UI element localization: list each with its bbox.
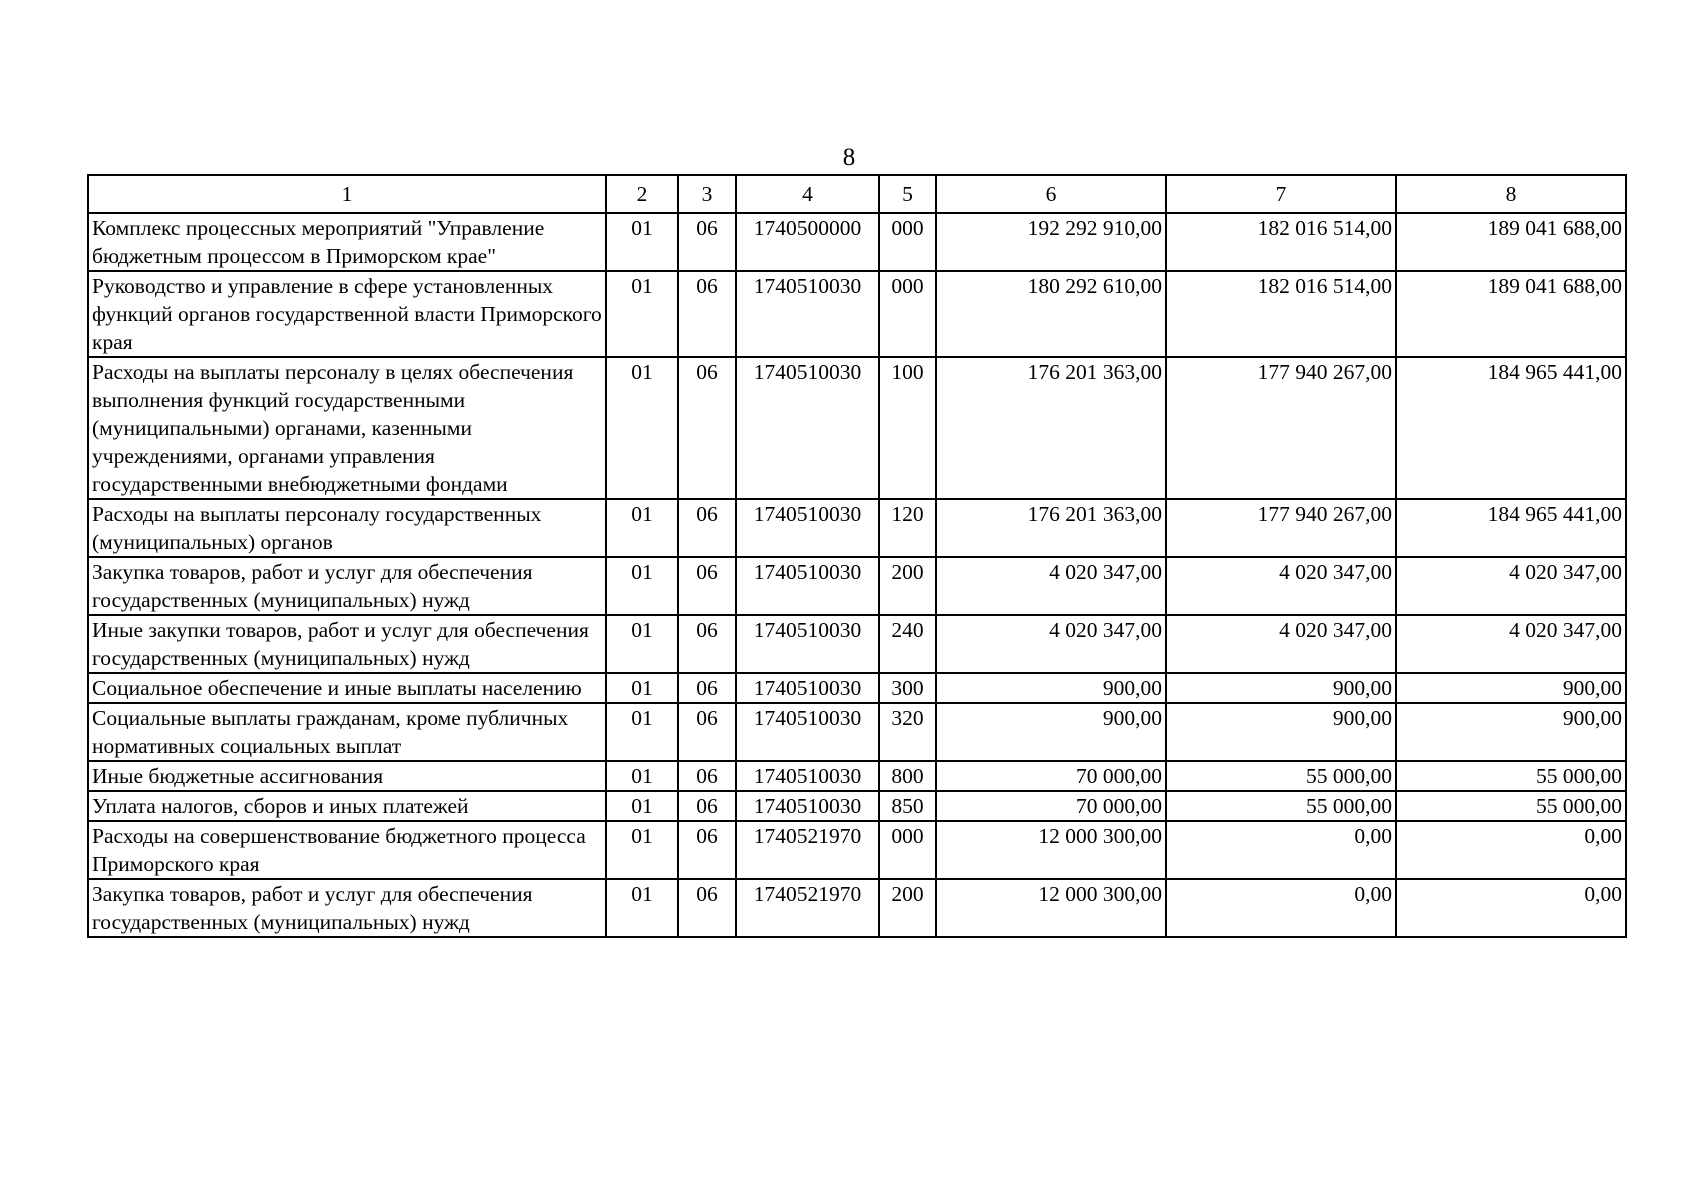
table-row bbox=[88, 271, 1626, 357]
section-code-cell: 01 bbox=[606, 703, 678, 761]
row-name-cell: Закупка товаров, работ и услуг для обеспечения государственных (муниципальных) нужд bbox=[88, 557, 606, 615]
column-header: 4 bbox=[736, 175, 879, 213]
subsection-code-cell: 06 bbox=[678, 821, 736, 879]
amount-col7-cell: 4 020 347,00 bbox=[1166, 615, 1396, 673]
amount-col8-cell: 184 965 441,00 bbox=[1396, 499, 1626, 557]
expense-type-cell: 800 bbox=[879, 761, 936, 791]
row-name-cell: Иные закупки товаров, работ и услуг для обеспечения государственных (муниципальных) нужд bbox=[88, 615, 606, 673]
target-article-cell: 1740521970 bbox=[736, 821, 879, 879]
table-row bbox=[88, 615, 1626, 673]
amount-col8-cell: 900,00 bbox=[1396, 673, 1626, 703]
subsection-code-cell: 06 bbox=[678, 271, 736, 357]
page-number: 8 bbox=[842, 144, 856, 171]
amount-col6-cell: 192 292 910,00 bbox=[936, 213, 1166, 271]
section-code-cell: 01 bbox=[606, 879, 678, 937]
row-name-cell: Расходы на совершенствование бюджетного процесса Приморского края bbox=[88, 821, 606, 879]
amount-col8-cell: 189 041 688,00 bbox=[1396, 271, 1626, 357]
amount-col8-cell: 189 041 688,00 bbox=[1396, 213, 1626, 271]
subsection-code-cell: 06 bbox=[678, 879, 736, 937]
amount-col7-cell: 0,00 bbox=[1166, 821, 1396, 879]
row-name-cell: Руководство и управление в сфере установленных функций органов государственной власти Приморского края bbox=[88, 271, 606, 357]
target-article-cell: 1740510030 bbox=[736, 499, 879, 557]
expense-type-cell: 000 bbox=[879, 271, 936, 357]
column-header: 6 bbox=[936, 175, 1166, 213]
section-code-cell: 01 bbox=[606, 673, 678, 703]
table-row bbox=[88, 499, 1626, 557]
column-header: 8 bbox=[1396, 175, 1626, 213]
section-code-cell: 01 bbox=[606, 791, 678, 821]
table-row bbox=[88, 703, 1626, 761]
section-code-cell: 01 bbox=[606, 213, 678, 271]
expense-type-cell: 000 bbox=[879, 821, 936, 879]
target-article-cell: 1740510030 bbox=[736, 615, 879, 673]
subsection-code-cell: 06 bbox=[678, 557, 736, 615]
table-row bbox=[88, 557, 1626, 615]
table-row bbox=[88, 821, 1626, 879]
amount-col7-cell: 177 940 267,00 bbox=[1166, 357, 1396, 499]
amount-col8-cell: 900,00 bbox=[1396, 703, 1626, 761]
expense-type-cell: 000 bbox=[879, 213, 936, 271]
amount-col6-cell: 900,00 bbox=[936, 703, 1166, 761]
column-header: 1 bbox=[88, 175, 606, 213]
amount-col8-cell: 4 020 347,00 bbox=[1396, 615, 1626, 673]
amount-col8-cell: 184 965 441,00 bbox=[1396, 357, 1626, 499]
amount-col7-cell: 4 020 347,00 bbox=[1166, 557, 1396, 615]
expense-type-cell: 850 bbox=[879, 791, 936, 821]
amount-col7-cell: 55 000,00 bbox=[1166, 761, 1396, 791]
table-row bbox=[88, 791, 1626, 821]
row-name-cell: Социальные выплаты гражданам, кроме публичных нормативных социальных выплат bbox=[88, 703, 606, 761]
amount-col6-cell: 176 201 363,00 bbox=[936, 357, 1166, 499]
expense-type-cell: 300 bbox=[879, 673, 936, 703]
row-name-cell: Комплекс процессных мероприятий "Управление бюджетным процессом в Приморском крае" bbox=[88, 213, 606, 271]
expense-type-cell: 200 bbox=[879, 879, 936, 937]
column-header: 2 bbox=[606, 175, 678, 213]
target-article-cell: 1740510030 bbox=[736, 761, 879, 791]
amount-col7-cell: 182 016 514,00 bbox=[1166, 271, 1396, 357]
table-header-row bbox=[88, 175, 1626, 213]
subsection-code-cell: 06 bbox=[678, 703, 736, 761]
amount-col8-cell: 0,00 bbox=[1396, 821, 1626, 879]
amount-col6-cell: 900,00 bbox=[936, 673, 1166, 703]
amount-col7-cell: 900,00 bbox=[1166, 673, 1396, 703]
table-row bbox=[88, 213, 1626, 271]
section-code-cell: 01 bbox=[606, 357, 678, 499]
subsection-code-cell: 06 bbox=[678, 213, 736, 271]
subsection-code-cell: 06 bbox=[678, 761, 736, 791]
amount-col7-cell: 177 940 267,00 bbox=[1166, 499, 1396, 557]
section-code-cell: 01 bbox=[606, 271, 678, 357]
subsection-code-cell: 06 bbox=[678, 673, 736, 703]
row-name-cell: Расходы на выплаты персоналу государственных (муниципальных) органов bbox=[88, 499, 606, 557]
expense-type-cell: 320 bbox=[879, 703, 936, 761]
subsection-code-cell: 06 bbox=[678, 615, 736, 673]
row-name-cell: Социальное обеспечение и иные выплаты населению bbox=[88, 673, 606, 703]
row-name-cell: Уплата налогов, сборов и иных платежей bbox=[88, 791, 606, 821]
amount-col6-cell: 12 000 300,00 bbox=[936, 879, 1166, 937]
amount-col7-cell: 0,00 bbox=[1166, 879, 1396, 937]
section-code-cell: 01 bbox=[606, 761, 678, 791]
subsection-code-cell: 06 bbox=[678, 791, 736, 821]
column-header: 5 bbox=[879, 175, 936, 213]
amount-col6-cell: 176 201 363,00 bbox=[936, 499, 1166, 557]
target-article-cell: 1740510030 bbox=[736, 673, 879, 703]
amount-col8-cell: 55 000,00 bbox=[1396, 761, 1626, 791]
amount-col6-cell: 12 000 300,00 bbox=[936, 821, 1166, 879]
column-header: 3 bbox=[678, 175, 736, 213]
target-article-cell: 1740510030 bbox=[736, 557, 879, 615]
amount-col7-cell: 182 016 514,00 bbox=[1166, 213, 1396, 271]
amount-col6-cell: 70 000,00 bbox=[936, 791, 1166, 821]
target-article-cell: 1740521970 bbox=[736, 879, 879, 937]
expense-type-cell: 240 bbox=[879, 615, 936, 673]
amount-col7-cell: 900,00 bbox=[1166, 703, 1396, 761]
section-code-cell: 01 bbox=[606, 557, 678, 615]
row-name-cell: Расходы на выплаты персоналу в целях обеспечения выполнения функций государственными (муниципальными) органами, казенными учреждениями, органами управления государственными внебюджетными фондами bbox=[88, 357, 606, 499]
amount-col8-cell: 4 020 347,00 bbox=[1396, 557, 1626, 615]
amount-col6-cell: 70 000,00 bbox=[936, 761, 1166, 791]
table-row bbox=[88, 673, 1626, 703]
amount-col6-cell: 4 020 347,00 bbox=[936, 615, 1166, 673]
amount-col6-cell: 4 020 347,00 bbox=[936, 557, 1166, 615]
target-article-cell: 1740510030 bbox=[736, 357, 879, 499]
target-article-cell: 1740510030 bbox=[736, 703, 879, 761]
table-row bbox=[88, 879, 1626, 937]
amount-col7-cell: 55 000,00 bbox=[1166, 791, 1396, 821]
subsection-code-cell: 06 bbox=[678, 499, 736, 557]
column-header: 7 bbox=[1166, 175, 1396, 213]
amount-col8-cell: 55 000,00 bbox=[1396, 791, 1626, 821]
target-article-cell: 1740510030 bbox=[736, 271, 879, 357]
expense-type-cell: 200 bbox=[879, 557, 936, 615]
target-article-cell: 1740500000 bbox=[736, 213, 879, 271]
table-row bbox=[88, 761, 1626, 791]
expense-type-cell: 120 bbox=[879, 499, 936, 557]
target-article-cell: 1740510030 bbox=[736, 791, 879, 821]
table-row bbox=[88, 357, 1626, 499]
section-code-cell: 01 bbox=[606, 499, 678, 557]
amount-col8-cell: 0,00 bbox=[1396, 879, 1626, 937]
expense-type-cell: 100 bbox=[879, 357, 936, 499]
amount-col6-cell: 180 292 610,00 bbox=[936, 271, 1166, 357]
row-name-cell: Закупка товаров, работ и услуг для обеспечения государственных (муниципальных) нужд bbox=[88, 879, 606, 937]
subsection-code-cell: 06 bbox=[678, 357, 736, 499]
budget-table bbox=[87, 174, 1627, 938]
section-code-cell: 01 bbox=[606, 615, 678, 673]
section-code-cell: 01 bbox=[606, 821, 678, 879]
row-name-cell: Иные бюджетные ассигнования bbox=[88, 761, 606, 791]
